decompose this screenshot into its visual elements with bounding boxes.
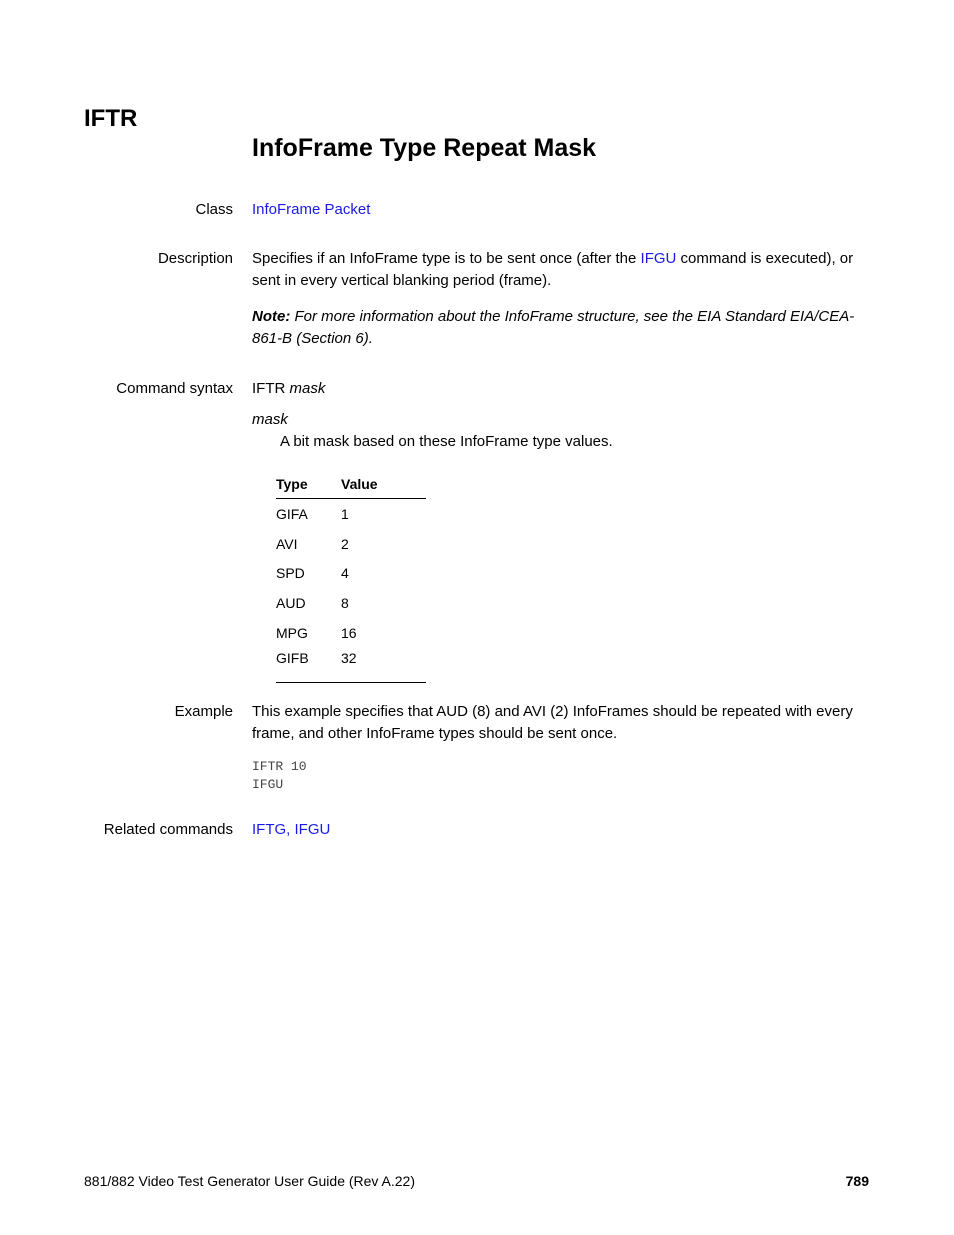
class-link[interactable]: InfoFrame Packet <box>252 201 371 218</box>
param-description: A bit mask based on these InfoFrame type values. <box>280 433 613 450</box>
cell-value: 1 <box>341 505 349 522</box>
description-part2: command is executed), or sent in every vertical blanking period (frame). <box>252 250 854 289</box>
header-type: Type <box>276 474 341 499</box>
syntax-param: mask <box>289 380 326 397</box>
code-line: IFTR 10 <box>252 759 307 774</box>
cell-value: 4 <box>341 565 349 582</box>
related-label: Related commands <box>103 821 233 838</box>
code-line: IFGU <box>252 777 284 792</box>
code-block <box>252 758 872 794</box>
param-name: mask <box>252 411 288 428</box>
note <box>252 306 872 350</box>
header-value: Value <box>341 474 426 499</box>
table-row <box>276 618 426 648</box>
description-part1: Specifies if an InfoFrame type is to be sent once (after the <box>252 250 641 267</box>
table-row <box>276 588 426 618</box>
description-text <box>252 248 872 292</box>
table-row <box>276 499 426 529</box>
related-link-iftg[interactable]: IFTG, <box>252 821 291 838</box>
related-link-ifgu[interactable]: IFGU <box>294 821 331 838</box>
ifgu-link[interactable]: IFGU <box>640 250 677 267</box>
related-commands <box>252 819 872 841</box>
table-row <box>276 529 426 559</box>
cell-type: GIFB <box>276 647 341 683</box>
syntax-label: Command syntax <box>116 380 233 397</box>
cell-type: AVI <box>276 535 298 552</box>
class-value <box>252 199 872 221</box>
cell-value: 8 <box>341 594 349 611</box>
syntax <box>252 378 872 400</box>
note-label: Note: <box>252 308 291 325</box>
class-label: Class <box>195 201 233 218</box>
table-header-row <box>276 474 426 499</box>
syntax-command: IFTR <box>252 380 290 397</box>
example-text: This example specifies that AUD (8) and AVI (2) InfoFrames should be repeated with every frame, and other InfoFrame types should be sent once. <box>252 703 853 742</box>
page-number: 789 <box>845 1173 869 1189</box>
cell-value: 32 <box>341 647 426 683</box>
example-label: Example <box>174 703 233 720</box>
cell-value: 16 <box>341 624 357 641</box>
cell-type: AUD <box>276 594 306 611</box>
cell-type: GIFA <box>276 505 308 522</box>
infoframe-type-table <box>276 474 426 683</box>
note-text: For more information about the InfoFrame structure, see the EIA Standard EIA/CEA-861-B (Section 6). <box>252 308 855 347</box>
description-label: Description <box>157 250 233 267</box>
table-row <box>276 558 426 588</box>
page-title: InfoFrame Type Repeat Mask <box>252 134 597 162</box>
cell-value: 2 <box>341 535 349 552</box>
command-name: IFTR <box>84 105 138 132</box>
table-row <box>276 647 426 683</box>
footer-guide-title: 881/882 Video Test Generator User Guide (Rev A.22) <box>84 1173 416 1189</box>
cell-type: MPG <box>276 624 308 641</box>
cell-type: SPD <box>276 565 305 582</box>
